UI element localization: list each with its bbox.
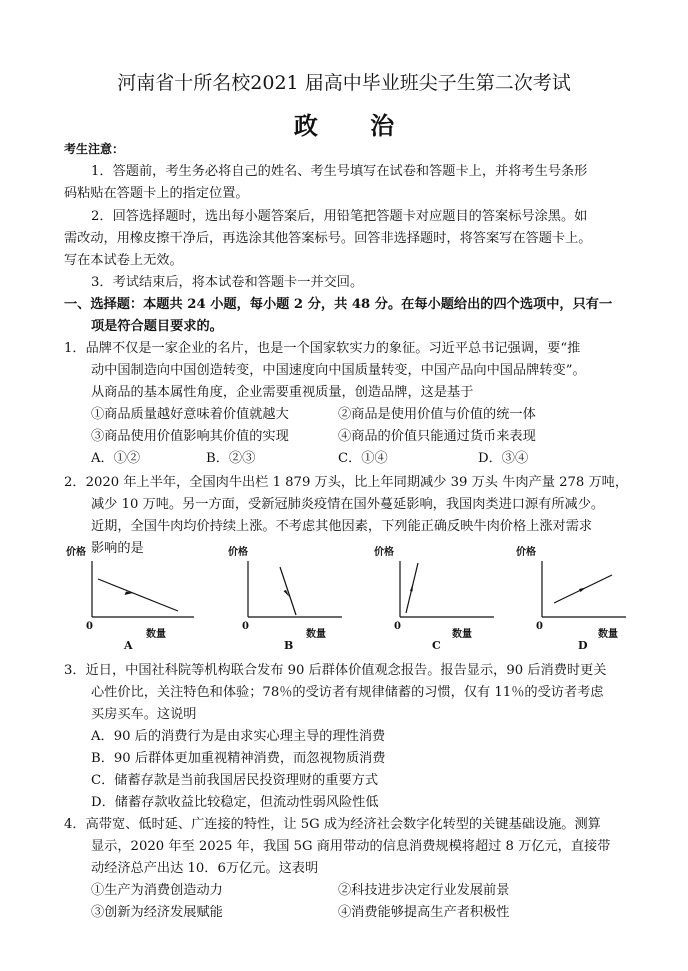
q1-statement-3: ③商品使用价值影响其价值的实现 — [91, 429, 289, 444]
q1-option-b: B．②③ — [206, 451, 256, 466]
q1-stem-line-3: 从商品的基本属性角度，企业需要重视质量，创造品牌，这是基于 — [91, 385, 474, 400]
q4-statement-3: ③创新为经济发展赋能 — [91, 905, 223, 920]
q4-stem-line-2: 显示，2020 年至 2025 年，我国 5G 商用带动的信息消费规模将超过 8 万亿元，直接带 — [91, 839, 611, 854]
graph-b-ylabel: 价格 — [228, 547, 248, 558]
graph-c — [374, 543, 504, 655]
graph-c-caption: C — [432, 639, 441, 652]
graph-b-caption: B — [284, 639, 294, 652]
q3-stem-line-2: 心性价比，关注特色和体验；78％的受访者有规律储蓄的习惯，仅有 11％的受访者考虑 — [91, 685, 604, 700]
q2-stem-line-4: 影响的是 — [91, 541, 144, 556]
subject-title: 政 治 — [293, 111, 417, 140]
graph-b-origin: 0 — [242, 621, 249, 632]
graph-d-xlabel: 数量 — [598, 629, 618, 640]
q1-option-c: C．①④ — [338, 451, 388, 466]
q3-option-c: C．储蓄存款是当前我国居民投资理财的重要方式 — [91, 773, 379, 788]
q4-statement-2: ②科技进步决定行业发展前景 — [338, 883, 510, 898]
graph-b — [222, 543, 352, 655]
q1-statement-1: ①商品质量越好意味着价值就越大 — [91, 407, 289, 422]
section-heading-line-2: 项是符合题目要求的。 — [91, 319, 223, 334]
q3-stem-line-3: 买房买车。这说明 — [91, 707, 197, 722]
graph-a-caption: A — [124, 639, 133, 652]
q3-stem-line-1: 3．近日，中国社科院等机构联合发布 90 后群体价值观念报告。报告显示，90 后消费时更关 — [64, 663, 607, 678]
graph-d-origin: 0 — [536, 621, 543, 632]
q1-statement-2: ②商品是使用价值与价值的统一体 — [338, 407, 536, 422]
exam-title: 河南省十所名校2021 届高中毕业班尖子生第二次考试 — [117, 72, 571, 94]
q3-option-b: B．90 后群体更加重视精神消费，而忽视物质消费 — [91, 751, 386, 766]
q4-stem-line-3: 动经济总产出达 10．6万亿元。这表明 — [91, 861, 319, 876]
graph-c-origin: 0 — [394, 621, 401, 632]
q3-option-d: D．储蓄存款收益比较稳定，但流动性弱风险性低 — [91, 795, 379, 810]
graph-c-ylabel: 价格 — [374, 547, 394, 558]
q1-option-d: D．③④ — [478, 451, 529, 466]
graph-d-caption: D — [578, 639, 588, 652]
graph-c-xlabel: 数量 — [452, 629, 472, 640]
graph-a-ylabel: 价格 — [66, 547, 86, 558]
q1-stem-line-1: 1．品牌不仅是一家企业的名片，也是一个国家软实力的象征。习近平总书记强调，要“推 — [64, 341, 581, 356]
graph-b-curve — [280, 567, 296, 615]
notice-heading: 考生注意： — [64, 142, 125, 156]
q3-option-a: A．90 后的消费行为是由求实心理主导的理性消费 — [91, 729, 386, 744]
graph-b-xlabel: 数量 — [306, 629, 326, 640]
q1-statement-4: ④商品的价值只能通过货币来表现 — [338, 429, 536, 444]
q2-stem-line-1: 2．2020 年上半年，全国肉牛出栏 1 879 万头，比上年同期减少 39 万头 牛肉产量 278 万吨， — [64, 475, 629, 490]
q4-statement-4: ④消费能够提高生产者积极性 — [338, 905, 510, 920]
q4-statement-1: ①生产为消费创造动力 — [91, 883, 223, 898]
notice-item-1-line-2: 码粘贴在答题卡上的指定位置。 — [64, 186, 249, 201]
section-heading-line-1: 一、选择题：本题共 24 小题，每小题 2 分，共 48 分。在每小题给出的四个选项中，只有一 — [64, 297, 613, 312]
graph-a — [66, 543, 196, 655]
notice-item-2-line-1: 2．回答选择题时，选出每小题答案后，用铅笔把答题卡对应题目的答案标号涂黑。如 — [91, 209, 588, 224]
graph-d-ylabel: 价格 — [516, 547, 536, 558]
q1-stem-line-2: 动中国制造向中国创造转变，中国速度向中国质量转变，中国产品向中国品牌转变”。 — [91, 363, 586, 378]
notice-item-2-line-3: 写在本试卷上无效。 — [64, 253, 183, 268]
graph-d — [516, 543, 646, 655]
graph-a-xlabel: 数量 — [146, 629, 166, 640]
notice-item-2-line-2: 需改动，用橡皮擦干净后，再选涂其他答案标号。回答非选择题时，将答案写在答题卡上。 — [64, 231, 592, 246]
notice-item-1-line-1: 1．答题前，考生务必将自己的姓名、考生号填写在试卷和答题卡上，并将考生号条形 — [91, 164, 588, 179]
notice-item-3: 3．考试结束后，将本试卷和答题卡一并交回。 — [91, 275, 364, 290]
graph-a-curve — [98, 579, 178, 611]
q2-stem-line-3: 近期，全国牛肉均价持续上涨。不考虑其他因素，下列能正确反映牛肉价格上涨对需求 — [91, 519, 593, 534]
q1-option-a: A．①② — [91, 451, 141, 466]
graph-a-origin: 0 — [86, 621, 93, 632]
q2-stem-line-2: 减少 10 万吨。另一方面，受新冠肺炎疫情在国外蔓延影响，我国肉类进口源有所减少。 — [91, 497, 605, 512]
q4-stem-line-1: 4．高带宽、低时延、广连接的特性，让 5G 成为经济社会数字化转型的关键基础设施。测算 — [64, 817, 601, 832]
